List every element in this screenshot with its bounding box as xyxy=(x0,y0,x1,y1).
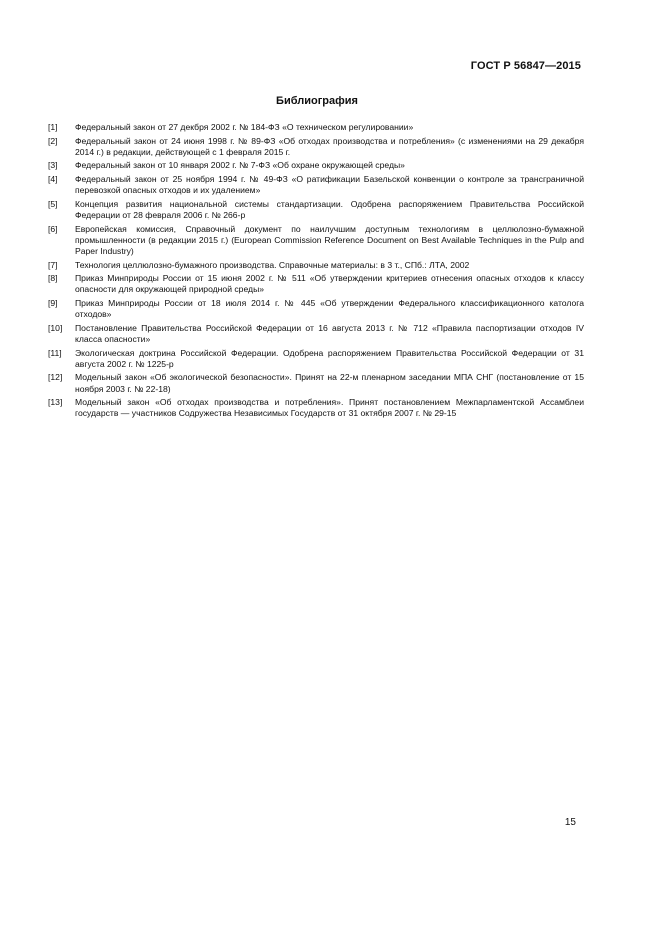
document-code: ГОСТ Р 56847—2015 xyxy=(470,60,581,72)
entry-text: Федеральный закон от 24 июня 1998 г. № 89-ФЗ «Об отходах производства и потребления» (с изменениями на 29 декабря 2014 г.) в редакции, действующей с 1 февраля 2015 г. xyxy=(75,135,584,157)
entry-number: [2] xyxy=(48,135,58,146)
entry-text: Европейская комиссия, Справочный документ по наилучшим доступным технологиям в целлюлозно-бумажной промышленности (в редакции 2015 г.) (European Commission Reference Document on Best Available Techniques in the Pulp and Paper Industry) xyxy=(75,223,584,256)
bibliography-entry xyxy=(48,136,584,158)
bibliography-entry xyxy=(48,260,584,271)
entry-text: Технология целлюлозно-бумажного производства. Справочные материалы: в 3 т., СПб.: ЛТА, 2002 xyxy=(75,259,470,270)
entry-number: [10] xyxy=(48,322,63,333)
entry-number: [7] xyxy=(48,259,58,270)
bibliography-entry xyxy=(48,160,584,171)
entry-number: [3] xyxy=(48,160,58,171)
entry-number: [1] xyxy=(48,122,58,132)
bibliography-entry xyxy=(48,397,584,419)
bibliography-entry xyxy=(48,323,584,345)
bibliography-entry xyxy=(48,273,584,295)
bibliography-entry xyxy=(48,348,584,370)
entry-text: Федеральный закон от 27 декбря 2002 г. № 184-ФЗ «О техническом регулировании» xyxy=(75,122,414,132)
entry-text: Концепция развития национальной системы стандартизации. Одобрена распоряжением Правительства Российской Федерации от 28 февраля 2006 г. № 266-р xyxy=(75,198,584,220)
entry-number: [9] xyxy=(48,297,58,308)
entry-text: Федеральный закон от 10 января 2002 г. № 7-ФЗ «Об охране окружающей среды» xyxy=(75,160,405,171)
entry-text: Экологическая доктрина Российской Федерации. Одобрена распоряжением Правительства Российской Федерации от 31 августа 2002 г. № 1225-р xyxy=(75,347,584,369)
entry-text: Модельный закон «Об отходах производства и потребления». Принят постановлением Межпарламентской Ассамблеи государств — участников Содружества Независимых Государств от 31 октября 2007 г. № 29-15 xyxy=(75,397,584,419)
bibliography-entry xyxy=(48,199,584,221)
entry-text: Федеральный закон от 25 ноября 1994 г. № 49-ФЗ «О ратификации Базельской конвенции о контроле за трансграничной перевозкой опасных отходов и их удалением» xyxy=(75,173,584,196)
entry-number: [6] xyxy=(48,223,58,234)
bibliography-entry xyxy=(48,122,584,133)
bibliography-title: Библиография xyxy=(276,95,358,107)
entry-text: Модельный закон «Об экологической безопасности». Принят на 22-м пленарном заседании МПА СНГ (постановление от 15 ноября 2003 г. № 22-18) xyxy=(75,372,584,394)
entry-number: [5] xyxy=(48,198,58,209)
bibliography-list xyxy=(48,122,584,422)
entry-number: [4] xyxy=(48,173,58,184)
entry-text: Постановление Правительства Российской Федерации от 16 августа 2013 г. № 712 «Правила паспортизации отходов IV класса опасности» xyxy=(75,322,584,344)
page-number: 15 xyxy=(564,817,576,828)
entry-text: Приказ Минприроды России от 15 июня 2002 г. № 511 «Об утверждении критериев отнесения опасных отходов к классу опасности для окружающей природной среды» xyxy=(75,273,584,295)
entry-text: Приказ Минприроды России от 18 июля 2014 г. № 445 «Об утверждении Федерального классификационного католога отходов» xyxy=(75,297,584,320)
bibliography-entry xyxy=(48,298,584,320)
entry-number: [12] xyxy=(48,372,63,383)
entry-number: [13] xyxy=(48,397,63,408)
entry-number: [11] xyxy=(48,347,62,358)
bibliography-entry xyxy=(48,174,584,196)
entry-number: [8] xyxy=(48,273,58,284)
bibliography-entry xyxy=(48,224,584,258)
bibliography-entry xyxy=(48,372,584,394)
